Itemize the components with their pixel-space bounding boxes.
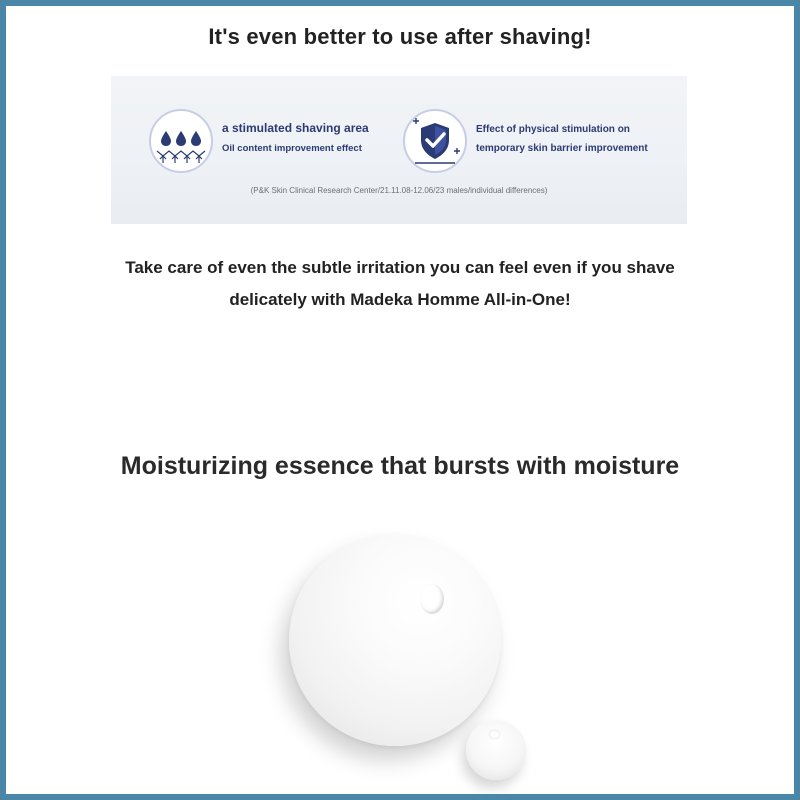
- clinical-results-panel: [111, 76, 687, 224]
- left-benefit-subtitle: Oil content improvement effect: [222, 143, 362, 154]
- section-title: It's even better to use after shaving!: [208, 24, 592, 49]
- intro-paragraph: [6, 252, 794, 316]
- feature-title: Moisturizing essence that bursts with moisture: [120, 452, 680, 480]
- essence-droplet-large: [289, 534, 501, 746]
- right-benefit-subtitle: temporary skin barrier improvement: [476, 143, 648, 154]
- water-drops-icon: [149, 109, 213, 173]
- droplet-highlight-small: [490, 731, 499, 738]
- intro-line-1: Take care of even the subtle irritation you can feel even if you shave: [125, 258, 675, 277]
- left-benefit-title: a stimulated shaving area: [222, 121, 369, 135]
- intro-line-2: delicately with Madeka Homme All-in-One!: [229, 290, 571, 309]
- right-benefit-title: Effect of physical stimulation on: [476, 124, 630, 135]
- droplet-highlight: [420, 584, 444, 614]
- research-source-note: (P&K Skin Clinical Research Center/21.11.08-12.06/23 males/individual differences): [250, 186, 548, 195]
- essence-droplet-small: [466, 720, 526, 780]
- shield-check-icon: [403, 109, 467, 173]
- product-detail-page: [6, 6, 794, 794]
